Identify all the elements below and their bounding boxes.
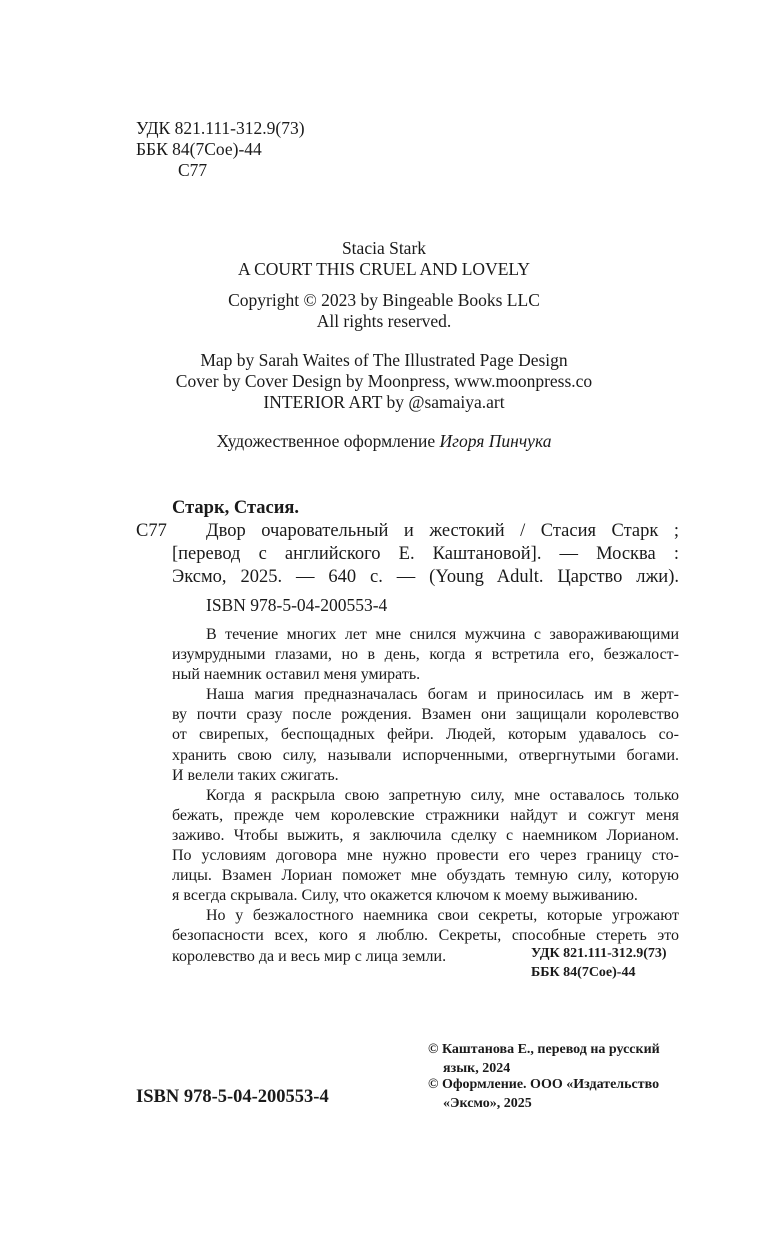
record-line: Двор очаровательный и жестокий / Стасия Старк ;	[206, 521, 679, 541]
annotation-line: По условиям договора мне нужно провести его через границу сто-	[172, 847, 679, 865]
annotation-line: Но у безжалостного наемника свои секреты, которые угрожают	[206, 907, 679, 925]
annotation-line: ву почти сразу после рождения. Взамен они защищали королевство	[172, 706, 679, 724]
rights-reserved: All rights reserved.	[316, 311, 452, 331]
record-heading: Старк, Стасия.	[172, 498, 300, 518]
record-isbn: ISBN 978-5-04-200553-4	[206, 595, 388, 615]
annotation-bbk: ББК 84(7Сое)-44	[531, 965, 636, 980]
annotation-line: бежать, прежде чем королевские стражники найдут и сожгут меня	[172, 806, 679, 824]
annotation-paragraph	[172, 685, 679, 785]
author-mark: С77	[178, 160, 208, 180]
credit-cover: Cover by Cover Design by Moonpress, www.moonpress.co	[175, 371, 593, 391]
annotation-line: лицы. Взамен Лориан поможет мне обуздать темную силу, которую	[172, 867, 679, 885]
annotation-line: хранить свою силу, называли испорченными, отвергнутыми богами.	[172, 746, 679, 764]
annotation	[172, 625, 679, 967]
record-line: [перевод с английского Е. Каштановой]. — Москва :	[172, 544, 679, 564]
design-copyright-cont: «Эксмо», 2025	[443, 1096, 532, 1111]
annotation-line: безопасности всех, кого я люблю. Секреты, способные стереть это	[172, 927, 679, 945]
credit-map: Map by Sarah Waites of The Illustrated Page Design	[200, 350, 568, 370]
bbk-code: ББК 84(7Сое)-44	[136, 139, 262, 159]
udk-code: УДК 821.111-312.9(73)	[136, 118, 305, 138]
original-copyright: Copyright © 2023 by Bingeable Books LLC	[228, 290, 540, 310]
design-credit-prefix: Художественное оформление	[216, 431, 436, 451]
annotation-line: я всегда скрывала. Силу, что окажется ключом к моему выживанию.	[172, 887, 638, 905]
original-title: A COURT THIS CRUEL AND LOVELY	[238, 259, 530, 279]
record-line: Эксмо, 2025. — 640 с. — (Young Adult. Царство лжи).	[172, 567, 679, 587]
annotation-line: Когда я раскрыла свою запретную силу, мне оставалось только	[206, 786, 679, 804]
footer-isbn: ISBN 978-5-04-200553-4	[136, 1087, 329, 1107]
annotation-line: В течение многих лет мне снился мужчина с завораживающими	[206, 626, 679, 643]
annotation-line: от свирепых, беспощадных фейри. Людей, которым удавалось со-	[172, 726, 679, 744]
annotation-line: заживо. Чтобы выжить, я заключила сделку с наемником Лорианом.	[172, 826, 679, 844]
design-credit-name: Игоря Пинчука	[439, 431, 552, 451]
annotation-line: ный наемник оставил меня умирать.	[172, 666, 421, 684]
annotation-paragraph	[172, 625, 679, 685]
annotation-line: королевство да и весь мир с лица земли.	[172, 947, 447, 965]
annotation-line: Наша магия предназначалась богам и приносилась им в жерт-	[206, 686, 679, 704]
annotation-paragraph	[172, 786, 679, 907]
design-credit	[0, 431, 768, 452]
original-author: Stacia Stark	[341, 238, 427, 258]
annotation-udk: УДК 821.111-312.9(73)	[531, 946, 667, 961]
translation-copyright: © Каштанова Е., перевод на русский	[428, 1042, 660, 1057]
design-copyright: © Оформление. ООО «Издательство	[428, 1077, 660, 1092]
credit-interior-art: INTERIOR ART by @samaiya.art	[263, 392, 505, 412]
annotation-line: И велели таких сжигать.	[172, 766, 339, 784]
record-description	[172, 520, 679, 589]
annotation-line: изумрудными глазами, но в день, когда я встретила его, безжалост-	[172, 646, 679, 664]
translation-copyright-cont: язык, 2024	[443, 1061, 511, 1076]
record-mark: С77	[136, 521, 167, 541]
